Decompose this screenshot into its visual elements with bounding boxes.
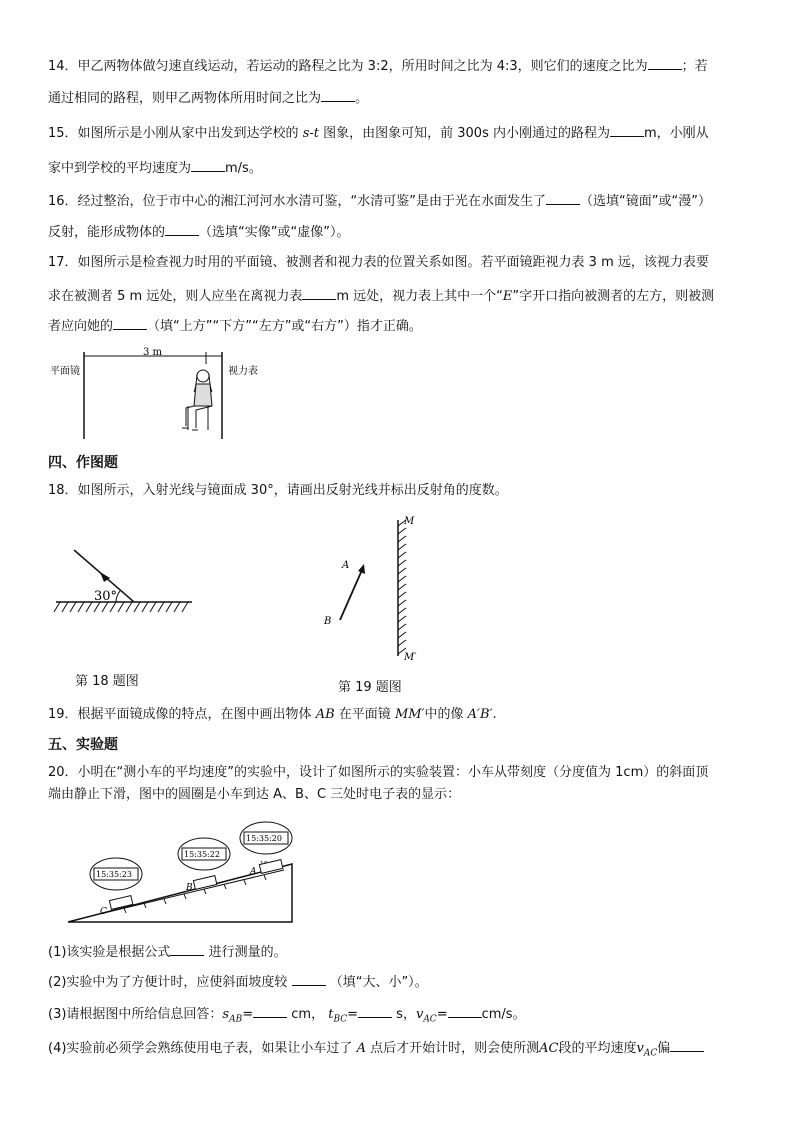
q17-text: （填“上方”“下方”“左方”或“右方”）指才正确。 (147, 319, 422, 334)
q17-line2 (48, 286, 714, 306)
mirror-label: 平面镜 (50, 366, 80, 377)
q15-line1 (48, 123, 709, 143)
q17-figure (48, 344, 278, 444)
q20-text: 点后才开始计时，则会使所测 (370, 1041, 540, 1056)
object-ab (340, 570, 362, 620)
q20-text: (4)实验前必须学会熟练使用电子表，如果让小车过了 (48, 1041, 353, 1056)
q19-text: 19．根据平面镜成像的特点，在图中画出物体 (48, 707, 312, 722)
label-b: B (324, 616, 332, 627)
q15-text: 图象，由图象可知，前 300s 内小刚通过的路程为 (323, 126, 610, 141)
q16-text: 16．经过整治，位于市中心的湘江河河水水清可鉴，“水清可鉴”是由于光在水面发生了 (48, 194, 547, 209)
q20-eq: = (436, 1007, 448, 1022)
q20-ramp-figure (64, 818, 296, 926)
q20-line1 (48, 764, 708, 782)
q16-text: （选填“镜面”或“漫”） (580, 194, 711, 209)
q15-blank-speed[interactable] (191, 158, 225, 172)
q19-ab: AB (315, 707, 335, 722)
q20-v-ac: v (415, 1007, 424, 1022)
q17-blank-direction[interactable] (113, 316, 147, 330)
label-a: A (342, 560, 350, 571)
q20-t-bc-sub: BC (333, 1014, 348, 1025)
q16-blank-image[interactable] (165, 222, 199, 236)
q17-letter-e: E (502, 289, 513, 304)
q14-text: ；若 (681, 59, 708, 74)
q16-line2 (48, 222, 349, 242)
q20-text: s， (396, 1007, 416, 1022)
section-heading-drawing: 四、作图题 (48, 455, 118, 471)
q16-text: （选填“实像”或“虚像”）。 (199, 225, 350, 240)
q14-text: 通过相同的路程，则甲乙两物体所用时间之比为 (48, 91, 322, 106)
q18-text: 18．如图所示，入射光线与镜面成 30°，请画出反射光线并标出反射角的度数。 (48, 483, 508, 498)
q20-point-a: A (356, 1041, 366, 1056)
section-heading-experiment: 五、实验题 (48, 737, 118, 753)
q16-text: 反射，能形成物体的 (48, 225, 166, 240)
q20-blank-slope[interactable] (292, 972, 326, 986)
distance-label: 3 m (143, 347, 163, 358)
q20-v-ac: v (636, 1041, 644, 1056)
q20-s-ab-sub: AB (229, 1014, 243, 1025)
q20-blank-sab[interactable] (253, 1004, 287, 1018)
q18-text-line (48, 482, 508, 500)
q20-text: cm， (291, 1007, 325, 1022)
clock-a-time: 15:35:20 (246, 834, 282, 843)
q19-caption: 第 19 题图 (338, 680, 402, 695)
q20-text: (2)实验中为了方便计时，应使斜面坡度较 (48, 975, 288, 990)
mirror-hatching (398, 520, 406, 654)
q19-figure (320, 512, 440, 662)
q20-blank-formula[interactable] (170, 942, 204, 956)
q19-text: 中的像 (424, 707, 464, 722)
q20-v-ac-sub: AC (643, 1048, 658, 1059)
mirror-hatching (54, 602, 188, 612)
chart-label: 视力表 (228, 366, 258, 377)
q20-sub4 (48, 1038, 704, 1063)
q14-text: 14．甲乙两物体做匀速直线运动，若运动的路程之比为 3:2，所用时间之比为 4:3，则它们的速度之比为 (48, 59, 648, 74)
q18-caption: 第 18 题图 (75, 674, 139, 689)
q20-s-ab: s (222, 1007, 230, 1022)
clock-b-time: 15:35:22 (184, 850, 220, 859)
q14-line2 (48, 88, 368, 108)
q18-angle-label: 30° (94, 589, 118, 604)
q20-sub2 (48, 972, 428, 992)
q20-blank-vac[interactable] (448, 1004, 482, 1018)
label-m-prime: M′ (404, 652, 417, 662)
q19-text-line (48, 706, 497, 724)
q20-text: (1)该实验是根据公式 (48, 945, 171, 960)
q15-line2 (48, 158, 262, 178)
q14-text: 。 (355, 91, 369, 106)
q20-ac: AC (539, 1041, 559, 1056)
q15-text: m，小刚从 (643, 126, 709, 141)
label-m: M (404, 516, 415, 527)
q17-line1 (48, 254, 709, 272)
q17-line3 (48, 316, 422, 336)
q15-text: 家中到学校的平均速度为 (48, 161, 192, 176)
q20-text: 20．小明在“测小车的平均速度”的实验中，设计了如图所示的实验装置：小车从带刻度（分度值为 1cm）的斜面顶 (48, 765, 709, 780)
q17-text: ”字开口指向被测者的左方，则被测 (512, 289, 715, 304)
q20-line2 (48, 786, 460, 804)
q20-text: 端由静止下滑，图中的圆圈是小车到达 A、B、C 三处时电子表的显示： (48, 787, 461, 802)
svg-text:C: C (100, 907, 107, 917)
svg-text:A: A (250, 867, 257, 877)
q17-text: m 远处，视力表上其中一个“ (336, 289, 503, 304)
q20-v-ac-sub: AC (423, 1014, 437, 1025)
q17-text: 17．如图所示是检查视力时用的平面镜、被测者和视力表的位置关系如图。若平面镜距视力表 3 m 远，该视力表要 (48, 255, 709, 270)
q14-blank-speed-ratio[interactable] (648, 56, 682, 70)
svg-text:B: B (186, 883, 193, 893)
q14-line1 (48, 56, 708, 76)
q17-blank-distance[interactable] (302, 286, 336, 300)
q19-text: 在平面镜 (338, 707, 391, 722)
q20-text: 段的平均速度 (558, 1041, 637, 1056)
q18-figure (52, 540, 197, 620)
person-seated-icon (182, 370, 212, 430)
q19-text: . (492, 707, 497, 722)
q19-ab-prime: A′B′ (467, 707, 493, 722)
q19-mm: MM′ (394, 707, 425, 722)
q20-text: 偏 (657, 1041, 671, 1056)
q20-eq: = (242, 1007, 254, 1022)
q20-sub3 (48, 1004, 526, 1029)
q16-blank-reflection[interactable] (546, 191, 580, 205)
q14-blank-time-ratio[interactable] (321, 88, 355, 102)
q20-t-bc: t (328, 1007, 334, 1022)
q16-line1 (48, 191, 711, 211)
q20-eq: = (347, 1007, 359, 1022)
arrow-head-icon (358, 564, 365, 574)
q20-text: cm/s。 (481, 1007, 526, 1022)
q15-text: 15．如图所示是小刚从家中出发到达学校的 (48, 126, 299, 141)
q20-text: (3)请根据图中所给信息回答： (48, 1007, 223, 1022)
q15-text: m/s。 (225, 161, 262, 176)
q15-blank-distance[interactable] (610, 123, 644, 137)
q20-blank-bias[interactable] (670, 1038, 704, 1052)
q20-text: 进行测量的。 (208, 945, 287, 960)
q20-text: （填“大、小”）。 (329, 975, 428, 990)
clock-c-time: 15:35:23 (96, 870, 132, 879)
q15-st: s-t (302, 126, 319, 141)
q17-text: 求在被测者 5 m 远处，则人应坐在离视力表 (48, 289, 303, 304)
q20-sub1 (48, 942, 287, 962)
q20-blank-tbc[interactable] (358, 1004, 392, 1018)
q17-text: 者应向她的 (48, 319, 114, 334)
